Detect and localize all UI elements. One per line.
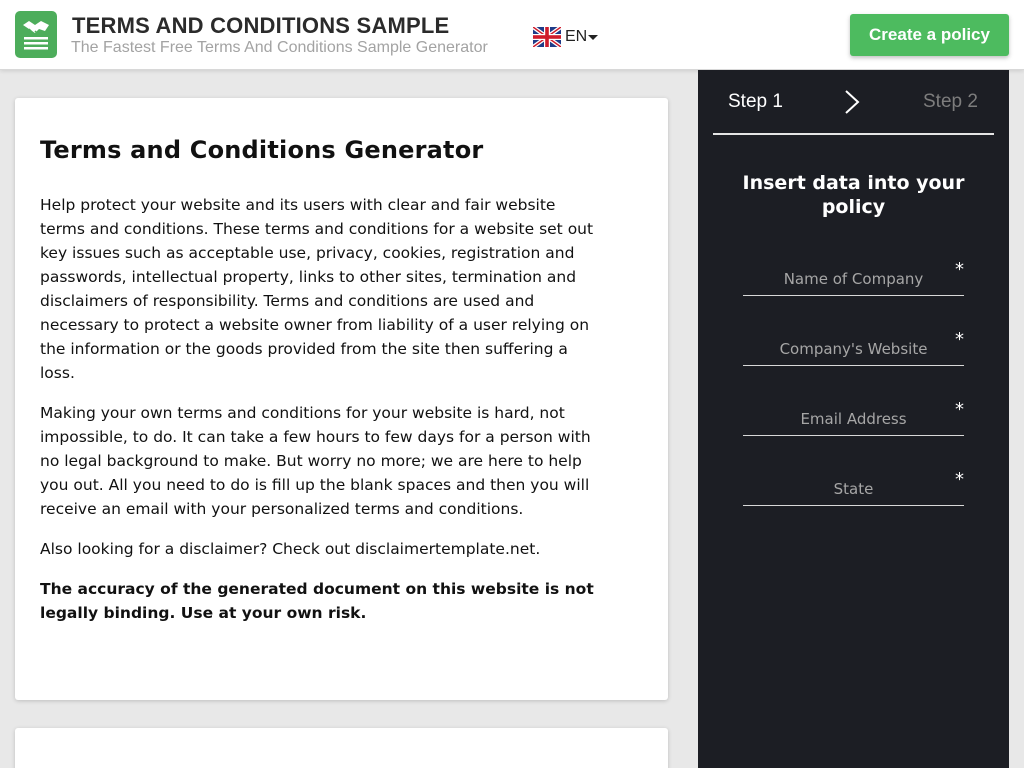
email-address-input[interactable] xyxy=(743,396,964,435)
state-input[interactable] xyxy=(743,466,964,505)
company-website-field xyxy=(743,326,964,366)
site-subtitle: The Fastest Free Terms And Conditions Sample Generator xyxy=(71,39,488,56)
company-name-field xyxy=(743,256,964,296)
intro-text xyxy=(40,193,605,641)
required-mark: * xyxy=(955,399,964,420)
page-title: Terms and Conditions Generator xyxy=(40,136,484,164)
step-indicator xyxy=(713,70,994,135)
site-header xyxy=(0,0,1024,70)
email-address-field xyxy=(743,396,964,436)
required-mark: * xyxy=(955,469,964,490)
company-name-input[interactable] xyxy=(743,256,964,295)
uk-flag-icon xyxy=(533,27,561,47)
disclaimer-link-paragraph[interactable]: Also looking for a disclaimer? Check out disclaimertemplate.net. xyxy=(40,540,541,558)
intro-paragraph-2: Making your own terms and conditions for your website is hard, not impossible, to do. It can take a few hours to few days for a person with no legal background to make. But worry no more; we are here to help you out. All you need to do is fill up the blank spaces and then you will receive an email with your personalized terms and conditions. xyxy=(40,404,591,518)
required-mark: * xyxy=(955,259,964,280)
caret-down-icon xyxy=(588,35,598,40)
create-policy-button[interactable]: Create a policy xyxy=(850,14,1009,56)
policy-form-panel xyxy=(698,70,1009,768)
intro-paragraph-1: Help protect your website and its users with clear and fair website terms and conditions. These terms and conditions for a website set out key issues such as acceptable use, privacy, cookies, registration and passwords, intellectual property, links to other sites, termination and disclaimers of responsibility. Terms and conditions are used and necessary to protect a website owner from liability of a user relying on the information or the goods provided from the site then suffering a loss. xyxy=(40,196,594,382)
intro-card xyxy=(15,98,668,700)
chevron-right-icon xyxy=(844,89,860,115)
form-title: Insert data into your policy xyxy=(742,172,965,218)
step-2-tab[interactable]: Step 2 xyxy=(923,91,978,112)
required-mark: * xyxy=(955,329,964,350)
language-code: EN xyxy=(565,28,588,45)
legal-warning: The accuracy of the generated document on this website is not legally binding. Use at your own risk. xyxy=(40,580,594,622)
language-selector[interactable] xyxy=(533,26,598,48)
handshake-document-icon[interactable] xyxy=(15,11,57,58)
step-1-tab[interactable]: Step 1 xyxy=(728,91,783,112)
company-website-input[interactable] xyxy=(743,326,964,365)
site-title[interactable]: TERMS AND CONDITIONS SAMPLE xyxy=(72,13,450,38)
state-field xyxy=(743,466,964,506)
secondary-card xyxy=(15,728,668,768)
